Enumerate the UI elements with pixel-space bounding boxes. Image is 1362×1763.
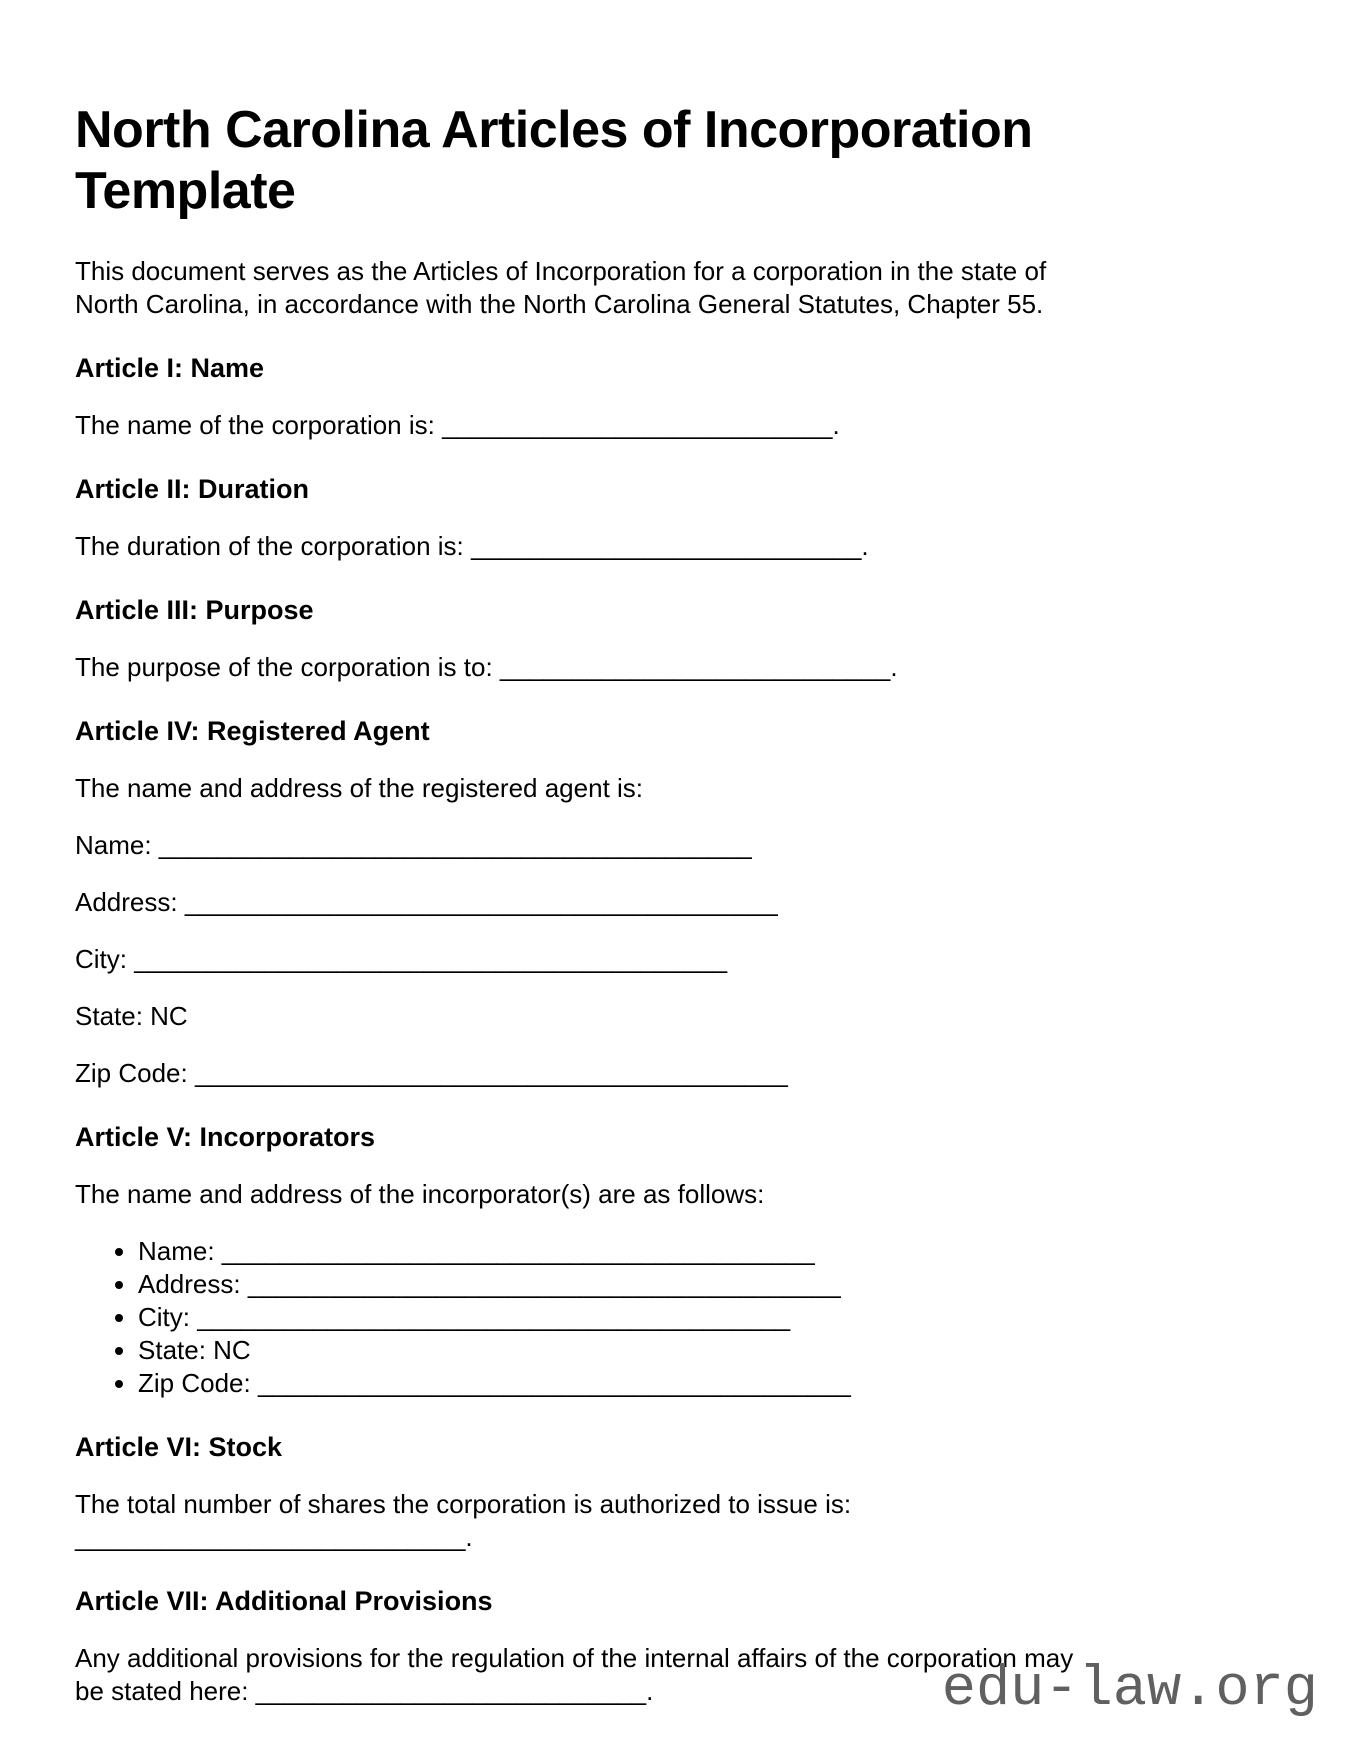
incorporator-address-item: • Address: _________________________________________ [138, 1268, 1292, 1301]
article-6-body [75, 1488, 1292, 1554]
article-6-heading: Article VI: Stock [75, 1432, 283, 1462]
article-6-body-line-1: The total number of shares the corporation is authorized to issue is: [75, 1489, 852, 1519]
document-title-line-1: North Carolina Articles of Incorporation [75, 101, 1033, 159]
registered-agent-state-field: State: NC [75, 1001, 188, 1031]
watermark: edu-law.org [941, 1658, 1318, 1722]
article-7-heading: Article VII: Additional Provisions [75, 1586, 493, 1616]
document-title [75, 100, 1292, 222]
article-6-body-line-2: ___________________________. [75, 1522, 473, 1552]
article-3-heading: Article III: Purpose [75, 595, 314, 625]
article-4-heading: Article IV: Registered Agent [75, 716, 430, 746]
article-7-body-line-2: be stated here: ___________________________. [75, 1676, 654, 1706]
registered-agent-zip-field: Zip Code: _________________________________________ [75, 1058, 788, 1088]
article-4-intro: The name and address of the registered agent is: [75, 773, 644, 803]
incorporator-zip-item: • Zip Code: _________________________________________ [138, 1367, 1292, 1400]
incorporator-name-item: • Name: _________________________________________ [138, 1235, 1292, 1268]
intro-line-1: This document serves as the Articles of Incorporation for a corporation in the state of [75, 256, 1047, 286]
incorporator-state-item: • State: NC [138, 1334, 1292, 1367]
intro-paragraph [75, 255, 1292, 321]
incorporator-city-item: • City: _________________________________________ [138, 1301, 1292, 1334]
article-7-body-line-1: Any additional provisions for the regulation of the internal affairs of the corporation may [75, 1643, 1074, 1673]
article-3-body: The purpose of the corporation is to: ___________________________. [75, 652, 898, 682]
article-5-intro: The name and address of the incorporator(s) are as follows: [75, 1179, 765, 1209]
article-1-heading: Article I: Name [75, 353, 265, 383]
article-2-body: The duration of the corporation is: ___________________________. [75, 531, 869, 561]
incorporators-list [75, 1235, 1292, 1400]
article-2-heading: Article II: Duration [75, 474, 310, 504]
registered-agent-address-field: Address: _________________________________________ [75, 887, 778, 917]
registered-agent-city-field: City: _________________________________________ [75, 944, 728, 974]
document-title-line-2: Template [75, 162, 296, 220]
article-5-heading: Article V: Incorporators [75, 1122, 376, 1152]
registered-agent-name-field: Name: _________________________________________ [75, 830, 752, 860]
intro-line-2: North Carolina, in accordance with the North Carolina General Statutes, Chapter 55. [75, 289, 1044, 319]
article-1-body: The name of the corporation is: ___________________________. [75, 410, 840, 440]
